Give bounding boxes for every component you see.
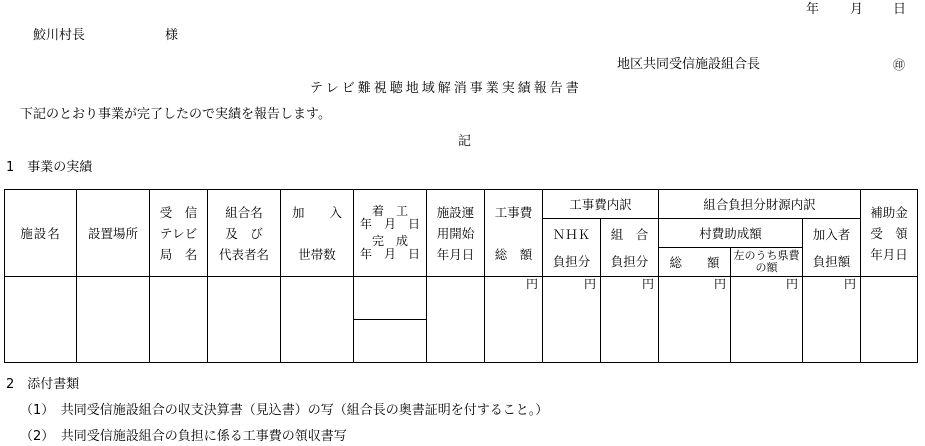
yen-unit: 円 xyxy=(641,277,654,291)
cell-union-share[interactable] xyxy=(601,277,659,363)
cell-cost[interactable] xyxy=(485,277,543,363)
cell-completion-date[interactable] xyxy=(354,320,427,363)
ki-heading: 記 xyxy=(458,134,472,149)
yen-unit: 円 xyxy=(843,277,856,291)
header-cost: 工事費 総 額 xyxy=(485,190,543,277)
yen-unit: 円 xyxy=(713,277,726,291)
header-total: 総 額 xyxy=(659,248,731,277)
cell-union[interactable] xyxy=(208,277,281,363)
header-site: 施設名 xyxy=(5,190,77,277)
section1-heading: 1 事業の実績 xyxy=(6,160,93,175)
intro-text: 下記のとおり事業が完了したので実績を報告します。 xyxy=(20,107,331,122)
section2-heading: 2 添付書類 xyxy=(6,377,80,392)
cell-nhk[interactable] xyxy=(543,277,601,363)
cell-station[interactable] xyxy=(150,277,208,363)
seal-mark: ㊞ xyxy=(893,58,906,72)
header-pref: 左のうち県費の額 xyxy=(731,248,803,277)
date-year-label: 年 xyxy=(806,2,820,17)
date-day-label: 日 xyxy=(893,2,907,17)
cell-households[interactable] xyxy=(281,277,354,363)
yen-unit: 円 xyxy=(525,277,538,291)
header-households: 加 入 世帯数 xyxy=(281,190,354,277)
sender-name: 地区共同受信施設組合長 xyxy=(617,57,761,72)
addressee-name: 鮫川村長 xyxy=(33,28,86,43)
cell-start-date[interactable] xyxy=(354,277,427,320)
report-table xyxy=(4,189,918,363)
cell-member[interactable] xyxy=(803,277,861,363)
header-union: 組合名 及 び 代表者名 xyxy=(208,190,281,277)
header-breakdown-group: 工事費内訳 xyxy=(543,190,659,219)
document-title: テレビ難視聴地域解消事業実績報告書 xyxy=(310,81,582,96)
header-station: 受 信 テレビ 局 名 xyxy=(150,190,208,277)
attachment-item: （2） 共同受信施設組合の負担に係る工事費の領収書写 xyxy=(20,429,347,444)
header-operation: 施設運 用開始 年月日 xyxy=(427,190,485,277)
header-union-share: 組 合 負担分 xyxy=(601,219,659,277)
cell-total[interactable] xyxy=(659,277,731,363)
date-month-label: 月 xyxy=(850,2,864,17)
yen-unit: 円 xyxy=(785,277,798,291)
addressee-honorific: 様 xyxy=(165,28,179,43)
attachment-item: （1） 共同受信施設組合の収支決算書（見込書）の写（組合長の奥書証明を付すること。） xyxy=(20,403,549,418)
cell-receipt-date[interactable] xyxy=(861,277,918,363)
cell-location[interactable] xyxy=(77,277,150,363)
cell-pref[interactable] xyxy=(731,277,803,363)
header-dates: 着 工 年 月 日 完 成 年 月 日 xyxy=(354,190,427,277)
header-subsidy-group: 村費助成額 xyxy=(659,219,803,248)
header-receipt: 補助金 受 領 年月日 xyxy=(861,190,918,277)
cell-operation-date[interactable] xyxy=(427,277,485,363)
header-nhk: ＮＨＫ 負担分 xyxy=(543,219,601,277)
cell-site[interactable] xyxy=(5,277,77,363)
header-member: 加入者 負担額 xyxy=(803,219,861,277)
header-location: 設置場所 xyxy=(77,190,150,277)
header-finance-group: 組合負担分財源内訳 xyxy=(659,190,861,219)
yen-unit: 円 xyxy=(583,277,596,291)
